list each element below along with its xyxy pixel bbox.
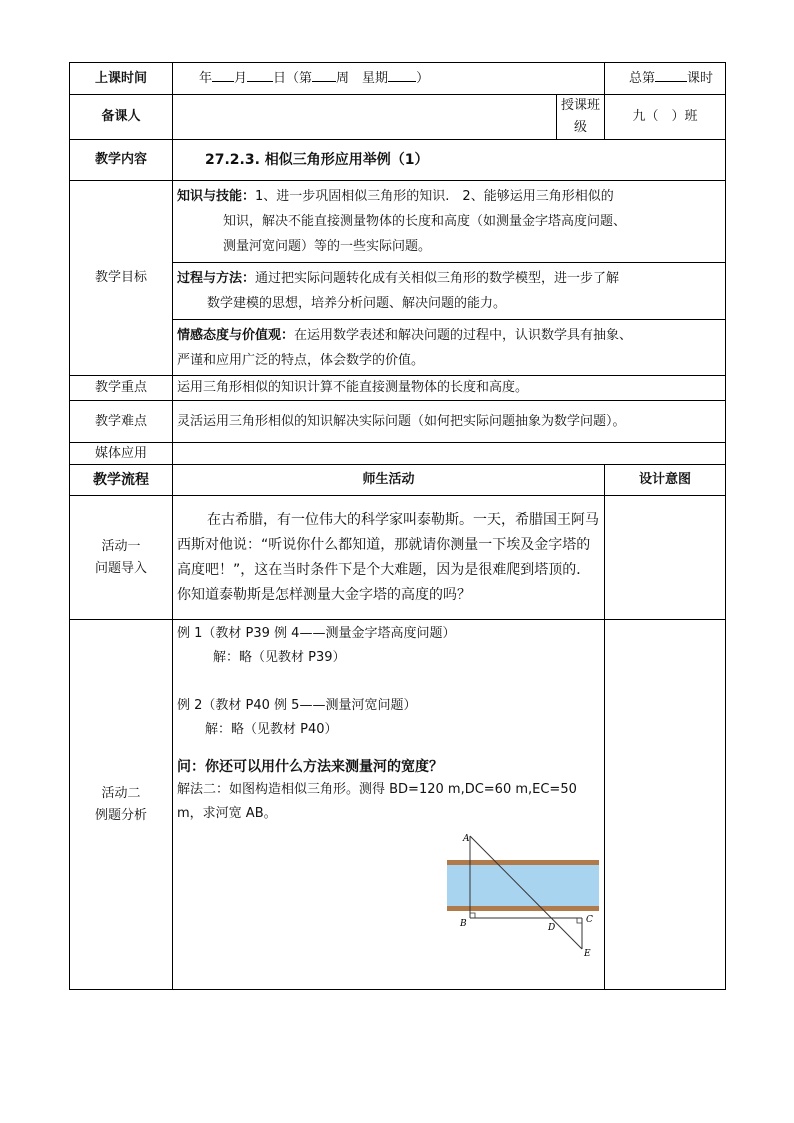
activity2-intent [605,620,726,990]
knowledge-head: 知识与技能： [177,189,256,204]
preparer-label: 备课人 [70,95,173,140]
process-head: 过程与方法： [177,271,256,286]
label-b: B [460,919,467,929]
date-close: ） [416,71,430,86]
flow-header-row [70,465,726,496]
key-point-label: 教学重点 [70,376,173,401]
right-angle-c [577,918,582,923]
content-label: 教学内容 [70,140,173,181]
emotion-text2: 严谨和应用广泛的特点，体会数学的价值。 [177,352,425,368]
activity2-row [70,620,726,990]
class-time-label: 上课时间 [70,63,173,95]
goal-knowledge [173,181,726,263]
activity2-label [70,620,173,990]
activity1-label-line2: 问题导入 [94,560,147,576]
label-e: E [584,949,591,956]
emotion-text1: 在运用数学表述和解决问题的过程中，认识数学具有抽象、 [294,327,633,343]
difficulty-label: 教学难点 [70,401,173,443]
process-text2: 数学建模的思想，培养分析问题、解决问题的能力。 [207,296,507,311]
lesson-title: 27.2.3. 相似三角形应用举例（1） [173,140,726,181]
label-c: C [586,915,593,925]
activity2-label-line1: 活动二 [101,785,141,801]
class-time-row [70,63,726,95]
activity2-label-line2: 例题分析 [94,807,147,823]
lesson-plan-table [69,62,726,990]
weekday-blank [388,67,416,82]
activity1-intent [605,496,726,620]
flow-intent-header: 设计意图 [605,465,726,496]
flow-process-header: 教学流程 [70,465,173,496]
example2: 例 2（教材 P40 例 5——测量河宽问题） [177,698,417,713]
question: 问：你还可以用什么方法来测量河的宽度？ [177,759,443,775]
key-point-row [70,376,726,401]
example2-solution: 解：略（见教材 P40） [205,722,338,737]
knowledge-text3: 测量河宽问题）等的一些实际问题。 [223,239,432,254]
date-month: 月 [234,71,248,86]
activity1-text: 在古希腊，有一位伟大的科学家叫泰勒斯。一天，希腊国王阿马西斯对他说：“听说你什么都知道，那就请你测量一下埃及金字塔的高度吧！”，这在当时条件下是个大难题，因为是很难爬到塔顶的．你知道泰勒斯是怎样测量大金字塔的高度的吗？ [177,511,599,603]
day-blank [247,67,273,82]
total-lessons-cell [605,63,726,95]
difficulty-row [70,401,726,443]
total-label: 总第 [629,71,656,86]
media-value [173,443,726,465]
knowledge-text1: 1、进一步巩固相似三角形的知识. 2、能够运用三角形相似的 [255,189,614,204]
date-week: 周 星期 [336,71,389,86]
activity1-label-line1: 活动一 [101,538,141,554]
month-blank [212,67,234,82]
label-a: A [463,834,470,844]
date-year: 年 [199,71,213,86]
activity1-row [70,496,726,620]
activity2-content [173,620,605,990]
total-blank [655,67,687,82]
key-point-text: 运用三角形相似的知识计算不能直接测量物体的长度和高度。 [173,376,726,401]
label-d: D [548,923,556,933]
week-blank [312,67,336,82]
right-angle-b [470,913,475,918]
lesson-unit: 课时 [687,71,714,86]
content-row [70,140,726,181]
river-width-diagram [447,832,607,956]
process-text1: 通过把实际问题转化成有关相似三角形的数学模型，进一步了解 [255,271,620,286]
preparer-value [173,95,557,140]
method2: 解法二：如图构造相似三角形。测得 BD=120 m,DC=60 m,EC=50 m，求河宽 AB。 [177,782,577,821]
difficulty-text: 灵活运用三角形相似的知识解决实际问题（如何把实际问题抽象为数学问题）。 [173,401,726,443]
class-date-cell [173,63,605,95]
media-row [70,443,726,465]
emotion-head: 情感态度与价值观： [177,327,295,343]
goal-emotion [173,320,726,376]
activity1-text-cell [173,496,605,620]
flow-activity-header: 师生活动 [173,465,605,496]
date-day: 日（第 [273,71,313,86]
class-value: 九（ ）班 [605,95,726,140]
media-label: 媒体应用 [70,443,173,465]
goal-knowledge-row [70,181,726,263]
goal-process [173,263,726,320]
preparer-row [70,95,726,140]
class-label: 授课班级 [557,95,605,140]
activity1-label [70,496,173,620]
example1: 例 1（教材 P39 例 4——测量金字塔高度问题） [177,626,456,641]
knowledge-text2: 知识，解决不能直接测量物体的长度和高度（如测量金字塔高度问题、 [223,214,627,229]
goals-label: 教学目标 [70,181,173,376]
example1-solution: 解：略（见教材 P39） [213,650,346,665]
